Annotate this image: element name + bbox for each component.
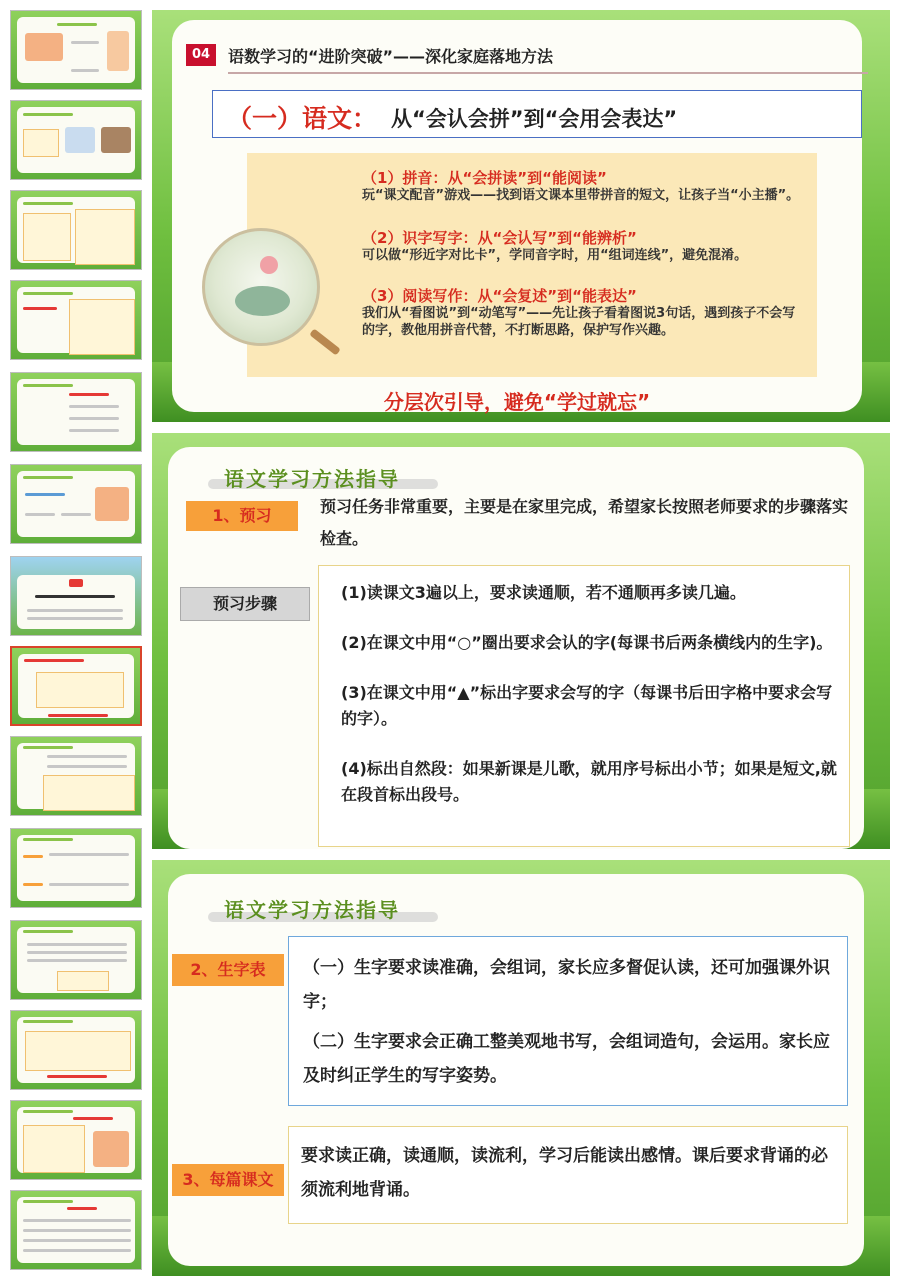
steps-tag: 预习步骤 — [180, 587, 310, 621]
tip-body: 可以做“形近字对比卡”，学同音字时，用“组词连线”，避免混淆。 — [362, 248, 748, 263]
slide-content-card — [172, 20, 862, 412]
slide-footer-slogan: 分层次引导，避免“学过就忘” — [383, 390, 651, 414]
text-tag: 3、每篇课文 — [172, 1164, 284, 1196]
slide-thumbnail[interactable] — [10, 100, 142, 180]
subject-goal: 从“会认会拼”到“会用会表达” — [391, 107, 678, 131]
slide-content-card — [168, 874, 864, 1266]
preview-intro: 预习任务非常重要，主要是在家里完成，希望家长按照老师要求的步骤落实检查。 — [320, 497, 849, 548]
slide-thumbnail[interactable] — [10, 1100, 142, 1180]
step-item: (3)在课文中用“▲”标出字要求会写的字（每课书后田字格中要求会写的字）。 — [341, 683, 833, 728]
tip-body: 我们从“看图说”到“动笔写”——先让孩子看着图说3句话，遇到孩子不会写的字，教他用拼音代替，不打断思路，保护写作兴趣。 — [362, 306, 796, 338]
section-title: 语文学习方法指导 — [224, 467, 400, 491]
title-divider — [228, 72, 868, 74]
preview-tag: 1、预习 — [186, 501, 298, 531]
round-fan-illustration — [202, 228, 320, 346]
step-item: (4)标出自然段：如果新课是儿歌，就用序号标出小节；如果是短文,就在段首标出段号。 — [341, 759, 837, 804]
section-title: 语文学习方法指导 — [224, 898, 400, 922]
slide-thumbnail-rail — [0, 0, 148, 1286]
tip-item — [362, 170, 802, 204]
step-item: (2)在课文中用“○”圈出要求会认的字(每课书后两条横线内的生字)。 — [341, 633, 833, 652]
vocab-box — [288, 936, 848, 1106]
tip-heading: （3）阅读写作：从“会复述”到“能表达” — [362, 287, 637, 305]
tip-body: 玩“课文配音”游戏——找到语文课本里带拼音的短文，让孩子当“小主播”。 — [362, 188, 800, 203]
slide-thumbnail[interactable] — [10, 280, 142, 360]
slide-thumbnail[interactable] — [10, 10, 142, 90]
slide-title: 语数学习的“进阶突破”——深化家庭落地方法 — [228, 47, 554, 66]
slide-thumbnail[interactable] — [10, 828, 142, 908]
tip-heading: （1）拼音：从“会拼读”到“能阅读” — [362, 169, 607, 187]
lotus-leaf-icon — [235, 286, 290, 316]
slide-main-1 — [152, 10, 890, 422]
slide-thumbnail[interactable] — [10, 736, 142, 816]
tip-item — [362, 230, 802, 264]
slide-thumbnail-current[interactable] — [10, 646, 142, 726]
text-requirement: 要求读正确，读通顺，读流利，学习后能读出感情。课后要求背诵的必须流利地背诵。 — [301, 1146, 828, 1200]
step-item: (1)读课文3遍以上，要求读通顺，若不通顺再多读几遍。 — [341, 583, 746, 602]
tip-item — [362, 288, 802, 339]
slide-thumbnail[interactable] — [10, 1010, 142, 1090]
section-number-badge: 04 — [186, 44, 216, 66]
tip-heading: （2）识字写字：从“会认写”到“能辨析” — [362, 229, 637, 247]
vocab-line: （一）生字要求读准确，会组词，家长应多督促认读，还可加强课外识字； — [303, 958, 830, 1012]
vocab-line: （二）生字要求会正确工整美观地书写，会组词造句，会运用。家长应及时纠正学生的写字姿势。 — [303, 1032, 830, 1086]
slide-main-2 — [152, 433, 890, 849]
subject-banner — [212, 90, 862, 138]
slide-thumbnail[interactable] — [10, 1190, 142, 1270]
slide-thumbnail[interactable] — [10, 372, 142, 452]
slide-thumbnail[interactable] — [10, 556, 142, 636]
slide-thumbnail[interactable] — [10, 920, 142, 1000]
slide-thumbnail[interactable] — [10, 190, 142, 270]
vocab-tag: 2、生字表 — [172, 954, 284, 986]
slide-content-card — [168, 447, 864, 849]
lotus-flower-icon — [260, 256, 278, 274]
subject-label: （一）语文： — [227, 104, 378, 133]
steps-box — [318, 565, 850, 847]
slide-thumbnail[interactable] — [10, 464, 142, 544]
slide-main-3 — [152, 860, 890, 1276]
text-box — [288, 1126, 848, 1224]
